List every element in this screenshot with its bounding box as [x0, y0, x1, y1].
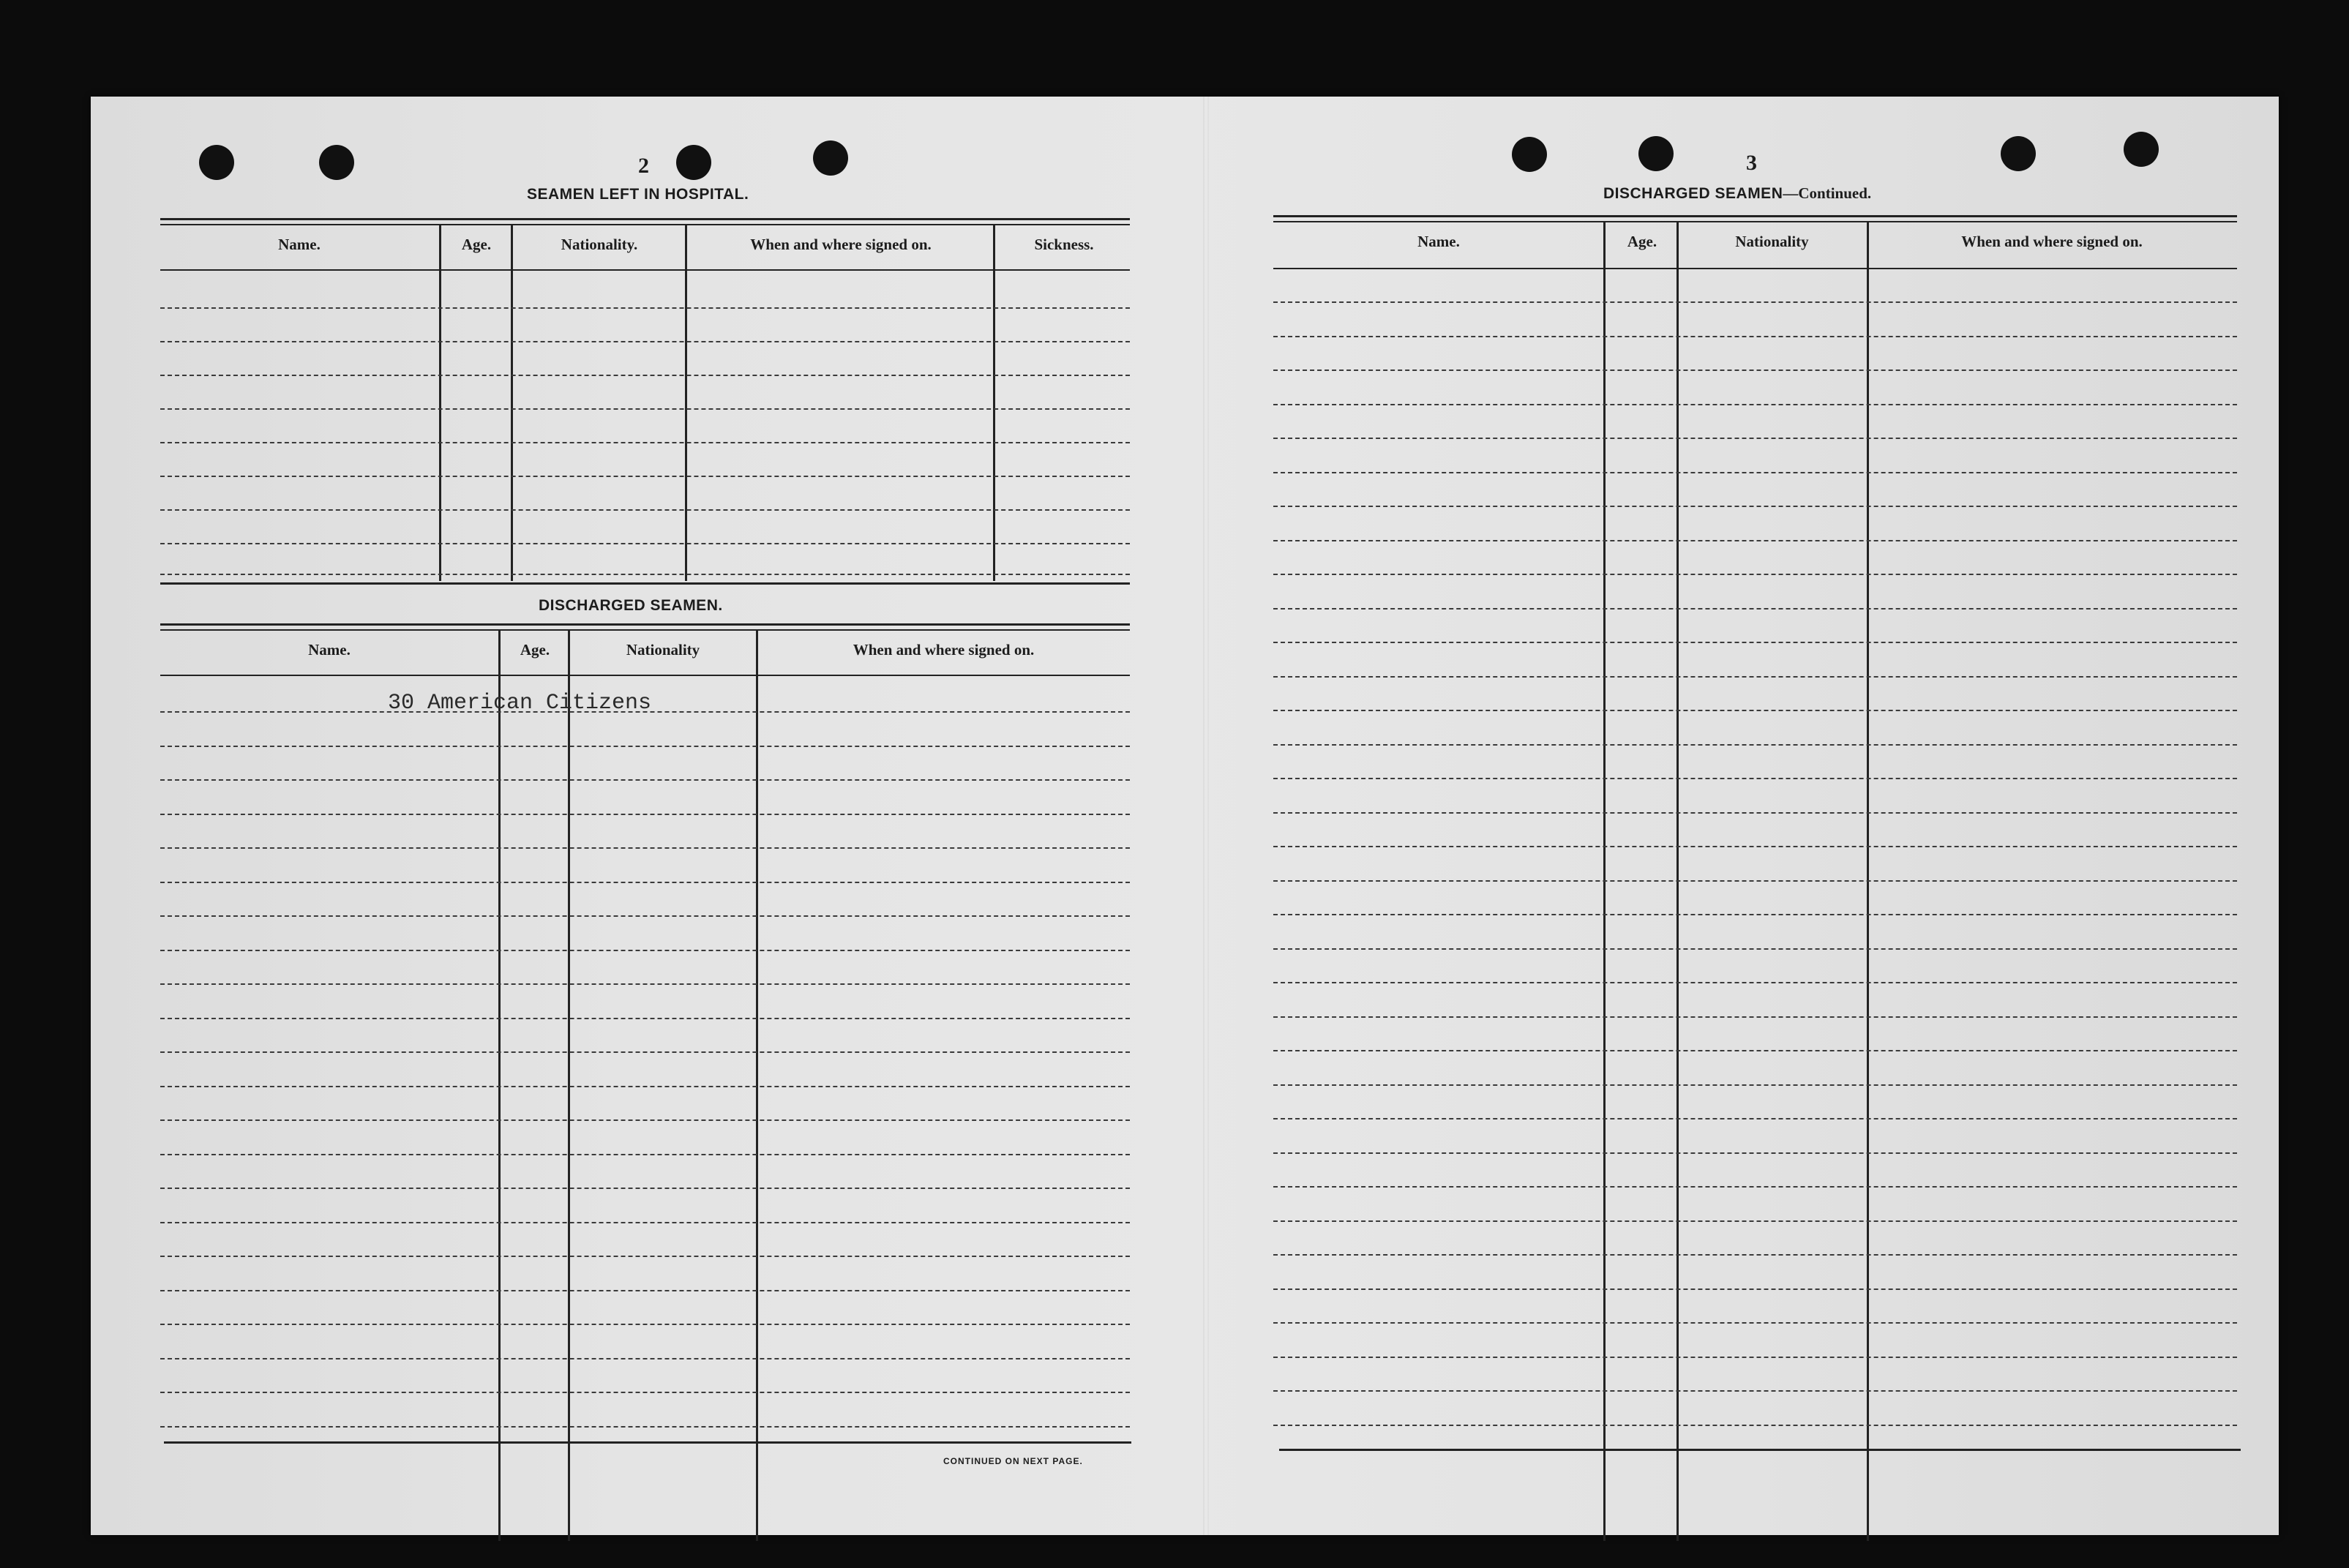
entry-line — [1273, 608, 2237, 609]
right-divider — [1603, 222, 1606, 1541]
entry-line — [1273, 1118, 2237, 1119]
entry-line — [160, 1188, 1130, 1189]
entry-line — [160, 746, 1130, 747]
punch-hole — [319, 145, 354, 180]
discharged-top-rule — [160, 623, 1130, 626]
entry-line — [160, 711, 1130, 713]
entry-line — [1273, 914, 2237, 915]
entry-line — [1273, 1084, 2237, 1086]
entry-line — [160, 1051, 1130, 1053]
entry-line — [1273, 301, 2237, 303]
right-col-signed-on: When and where signed on. — [1961, 233, 2143, 250]
hospital-col-name: Name. — [278, 236, 321, 253]
hospital-entry-line — [160, 543, 1130, 544]
center-fold — [1203, 97, 1209, 1535]
discharged-header-rule — [160, 675, 1130, 676]
entry-line — [160, 847, 1130, 849]
discharged-col-nationality: Nationality — [626, 641, 700, 659]
entry-line — [160, 1426, 1130, 1428]
discharged-col-name: Name. — [308, 641, 351, 659]
entry-line — [1273, 778, 2237, 779]
right-col-name: Name. — [1417, 233, 1460, 250]
entry-line — [1273, 982, 2237, 983]
hospital-top-rule-2 — [160, 224, 1130, 225]
hospital-col-signed-on: When and where signed on. — [750, 236, 932, 253]
hospital-col-nationality: Nationality. — [561, 236, 638, 253]
entry-line — [160, 950, 1130, 951]
punch-hole — [813, 140, 848, 176]
entry-line — [1273, 1186, 2237, 1188]
entry-line — [1273, 1425, 2237, 1426]
entry-line — [1273, 336, 2237, 337]
entry-line — [160, 1018, 1130, 1019]
right-bottom-rule — [1279, 1449, 2241, 1451]
hospital-entry-line — [160, 442, 1130, 443]
entry-line — [160, 1154, 1130, 1155]
right-top-rule — [1273, 215, 2237, 217]
hospital-entry-line — [160, 509, 1130, 511]
discharged-col-age: Age. — [520, 641, 550, 659]
hospital-col-sickness: Sickness. — [1034, 236, 1094, 253]
hospital-bottom-rule — [160, 582, 1130, 585]
entry-line — [160, 1392, 1130, 1393]
right-section-title — [1603, 184, 1871, 203]
entry-line — [1273, 370, 2237, 371]
entry-line — [1273, 1220, 2237, 1222]
entry-line — [1273, 744, 2237, 746]
entry-line — [1273, 1390, 2237, 1392]
entry-line — [1273, 948, 2237, 950]
entry-line — [1273, 1288, 2237, 1290]
punch-hole — [199, 145, 234, 180]
right-divider — [1867, 222, 1869, 1541]
right-title-suffix: —Continued. — [1783, 184, 1872, 202]
entry-line — [1273, 540, 2237, 541]
hospital-col-age: Age. — [461, 236, 492, 253]
page-number-right: 3 — [1746, 151, 1757, 175]
entry-line — [160, 779, 1130, 781]
entry-line — [1273, 1050, 2237, 1051]
entry-line — [1273, 846, 2237, 847]
right-header-rule — [1273, 268, 2237, 269]
punch-hole — [1512, 137, 1547, 172]
discharged-bottom-rule — [164, 1441, 1131, 1444]
document-sheet — [91, 97, 2279, 1535]
entry-line — [160, 1256, 1130, 1257]
hospital-header-rule — [160, 269, 1130, 271]
hospital-entry-line — [160, 307, 1130, 309]
hospital-section-title: SEAMEN LEFT IN HOSPITAL. — [527, 186, 749, 203]
entry-line — [1273, 676, 2237, 678]
continued-footer: CONTINUED ON NEXT PAGE. — [943, 1456, 1083, 1466]
hospital-divider — [685, 225, 687, 581]
hospital-entry-line — [160, 341, 1130, 342]
discharged-section-title: DISCHARGED SEAMEN. — [539, 597, 723, 614]
entry-line — [1273, 642, 2237, 643]
punch-hole — [2124, 132, 2159, 167]
entry-line — [160, 1324, 1130, 1325]
entry-line — [1273, 472, 2237, 473]
discharged-entry: 30 American Citizens — [388, 691, 652, 716]
entry-line — [160, 882, 1130, 883]
entry-line — [1273, 1357, 2237, 1358]
right-divider — [1676, 222, 1679, 1541]
entry-line — [1273, 1016, 2237, 1018]
entry-line — [160, 915, 1130, 917]
hospital-entry-line — [160, 375, 1130, 376]
entry-line — [1273, 404, 2237, 405]
page-number-left: 2 — [638, 154, 649, 178]
hospital-entry-line — [160, 408, 1130, 410]
right-col-nationality: Nationality — [1735, 233, 1809, 250]
entry-line — [160, 983, 1130, 985]
entry-line — [1273, 1152, 2237, 1154]
right-col-age: Age. — [1627, 233, 1657, 250]
hospital-entry-line — [160, 574, 1130, 575]
entry-line — [160, 814, 1130, 815]
entry-line — [160, 1290, 1130, 1291]
entry-line — [160, 1358, 1130, 1359]
hospital-divider — [439, 225, 441, 581]
right-top-rule-2 — [1273, 221, 2237, 222]
hospital-entry-line — [160, 476, 1130, 477]
entry-line — [1273, 506, 2237, 507]
entry-line — [1273, 812, 2237, 814]
entry-line — [1273, 438, 2237, 439]
hospital-divider — [511, 225, 513, 581]
entry-line — [1273, 1322, 2237, 1324]
discharged-top-rule-2 — [160, 629, 1130, 631]
entry-line — [160, 1222, 1130, 1223]
discharged-col-signed-on: When and where signed on. — [853, 641, 1035, 659]
entry-line — [1273, 574, 2237, 575]
punch-hole — [2001, 136, 2036, 171]
entry-line — [1273, 880, 2237, 882]
entry-line — [1273, 1254, 2237, 1256]
right-title-main: DISCHARGED SEAMEN — [1603, 185, 1783, 202]
entry-line — [160, 1119, 1130, 1121]
hospital-top-rule — [160, 218, 1130, 220]
punch-hole — [1638, 136, 1674, 171]
entry-line — [1273, 710, 2237, 711]
punch-hole — [676, 145, 711, 180]
entry-line — [160, 1086, 1130, 1087]
hospital-divider — [993, 225, 995, 581]
